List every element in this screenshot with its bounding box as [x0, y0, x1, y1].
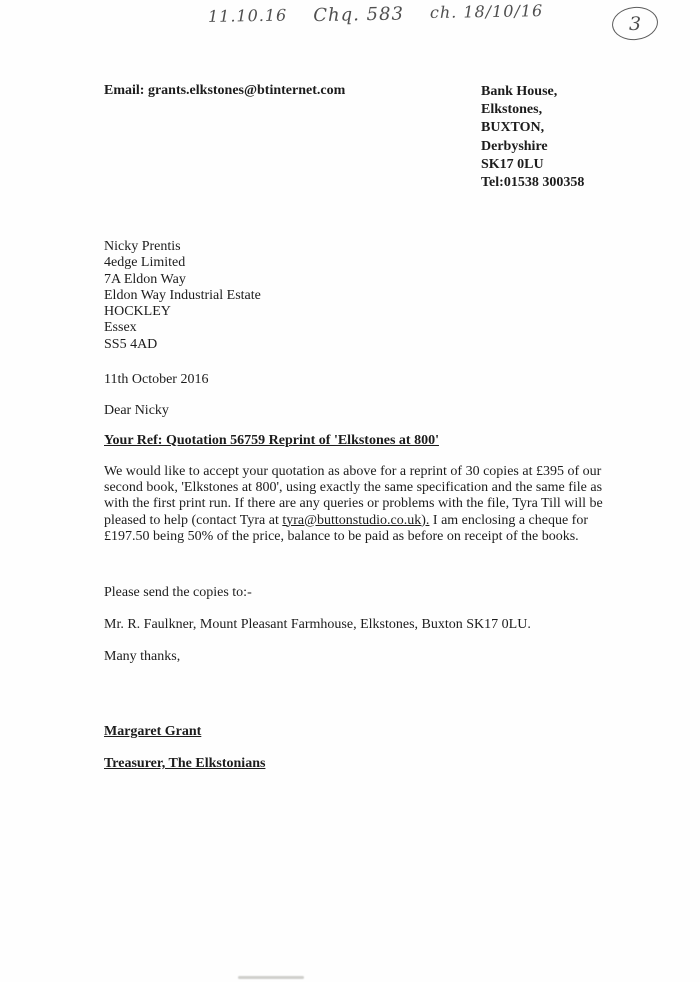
- closing-line: Many thanks,: [104, 649, 181, 664]
- sender-email-line: Email: grants.elkstones@btinternet.com: [104, 83, 346, 98]
- reference-line: Your Ref: Quotation 56759 Reprint of 'Elkstones at 800': [104, 433, 439, 448]
- copies-address-line: Mr. R. Faulkner, Mount Pleasant Farmhouse, Elkstones, Buxton SK17 0LU.: [104, 617, 531, 632]
- email-link-text: tyra@buttonstudio.co.uk).: [282, 512, 430, 528]
- recipient-company: 4edge Limited: [104, 255, 186, 271]
- scan-artifact-smudge: [238, 976, 304, 979]
- sender-phone-line: Tel:01538 300358: [481, 175, 585, 191]
- body-text-before-link: We would like to accept your quotation as above for a reprint of 30 copies at £395 of our second book, 'Elkstones at 800', using exactly the same specification and the same file as with the first print run. If there are any queries or problems with the file, Tyra Till will be pleased to help (contact Tyra at: [104, 464, 603, 528]
- salutation: Dear Nicky: [104, 403, 169, 418]
- sender-address-line: Bank House,: [481, 84, 558, 99]
- recipient-postcode: SS5 4AD: [104, 336, 158, 352]
- handwritten-cleared-note: ch. 18/10/16: [429, 1, 544, 23]
- handwritten-date-note: 11.10.16: [207, 5, 288, 26]
- circled-page-number: [610, 5, 659, 43]
- recipient-address-line: HOCKLEY: [104, 304, 171, 320]
- handwritten-cheque-note: Chq. 583: [313, 3, 405, 27]
- recipient-address-block: [104, 239, 261, 353]
- body-text-after-link: I am enclosing a cheque for £197.50 being 50% of the price, balance to be paid as before on receipt of the books.: [104, 512, 589, 544]
- copies-intro-line: Please send the copies to:-: [104, 585, 252, 600]
- recipient-address-line: 7A Eldon Way: [104, 271, 186, 287]
- signature-name: Margaret Grant: [104, 724, 202, 739]
- recipient-address-line: Eldon Way Industrial Estate: [104, 287, 261, 303]
- sender-address-block: [481, 83, 584, 192]
- sender-address-line: Elkstones,: [481, 102, 543, 118]
- sender-address-line: SK17 0LU: [481, 156, 544, 172]
- recipient-address-line: Essex: [104, 320, 137, 336]
- body-paragraph: [104, 464, 612, 545]
- sender-address-line: Derbyshire: [481, 138, 548, 154]
- letter-date: 11th October 2016: [104, 372, 209, 387]
- signature-title: Treasurer, The Elkstonians: [104, 756, 266, 771]
- sender-address-line: BUXTON,: [481, 120, 545, 136]
- page-number-text: 3: [628, 12, 642, 35]
- handwritten-annotations: [208, 1, 544, 28]
- recipient-name: Nicky Prentis: [104, 239, 181, 254]
